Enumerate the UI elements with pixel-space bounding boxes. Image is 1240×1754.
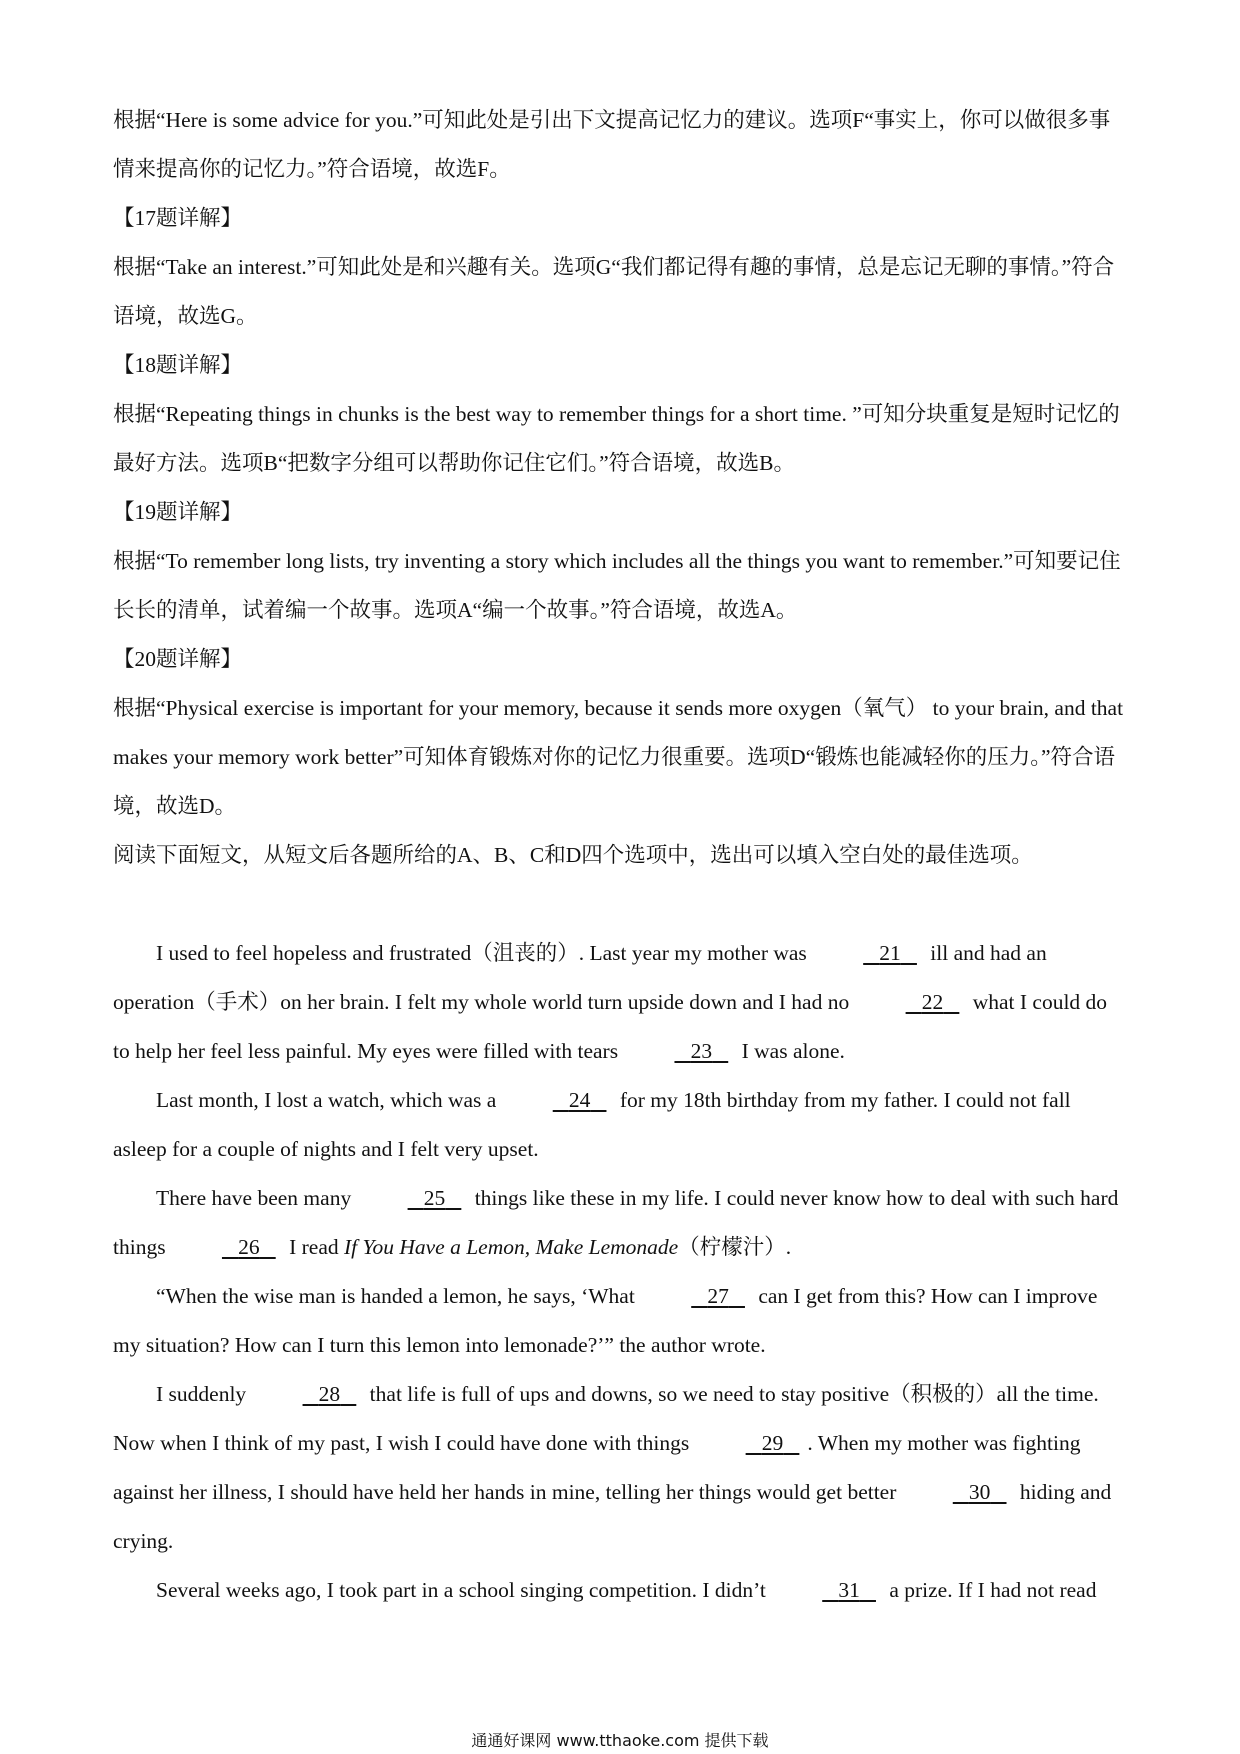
blank-25: 25 bbox=[423, 1186, 446, 1210]
passage-text: can I get from this? How can I improve my situation? How can I turn this lemon into lemonade?’” the author wrote. bbox=[113, 1284, 1098, 1357]
passage-text: that life is full of ups and downs, so we need to stay positive（积极的）all the time. Now when I think of my past, I wish I could have done with things bbox=[113, 1382, 1099, 1455]
document-content bbox=[113, 96, 1128, 1615]
blank-30: 30 bbox=[968, 1480, 991, 1504]
explanation-20: 根据“Physical exercise is important for your memory, because it sends more oxygen（氧气） to your brain, and that makes your memory work better”可知体育锻炼对你的记忆力很重要。选项D“锻炼也能减轻你的压力。”符合语境，故选D。 bbox=[113, 696, 1124, 818]
passage-paragraph-6 bbox=[113, 1566, 1128, 1615]
blank-21: 21 bbox=[879, 941, 901, 965]
passage-text: a prize. If I had not read bbox=[883, 1578, 1097, 1602]
passage-paragraph-3 bbox=[113, 1174, 1128, 1272]
passage-text: things like these in my life. I could never know how to deal with such hard things bbox=[113, 1186, 1119, 1259]
passage-text: I used to feel hopeless and frustrated（沮丧的）. Last year my mother was bbox=[156, 941, 813, 965]
passage-text: ill and had an operation（手术）on her brain. I felt my whole world turn upside down and I had no bbox=[113, 941, 1047, 1014]
heading-18: 【18题详解】 bbox=[113, 353, 243, 377]
explanation-18: 根据“Repeating things in chunks is the best way to remember things for a short time. ”可知分块重复是短时记忆的最好方法。选项B“把数字分组可以帮助你记住它们。”符合语境，故选B。 bbox=[113, 402, 1120, 475]
passage-text: I suddenly bbox=[156, 1382, 252, 1406]
blank-31: 31 bbox=[838, 1578, 860, 1602]
passage-text: “When the wise man is handed a lemon, he says, ‘What bbox=[156, 1284, 641, 1308]
book-title: If You Have a Lemon, Make Lemonade bbox=[343, 1235, 679, 1259]
blank-23: 23 bbox=[690, 1039, 713, 1063]
passage-text: what I could do to help her feel less painful. My eyes were filled with tears bbox=[113, 990, 1108, 1063]
passage-text: Last month, I lost a watch, which was a bbox=[156, 1088, 502, 1112]
blank-26: 26 bbox=[238, 1235, 260, 1259]
passage-text: I was alone. bbox=[736, 1039, 845, 1063]
passage-paragraph-4 bbox=[113, 1272, 1128, 1370]
spacer bbox=[113, 880, 1128, 929]
blank-22: 22 bbox=[921, 990, 944, 1014]
heading-17: 【17题详解】 bbox=[113, 206, 243, 230]
explanation-19: 根据“To remember long lists, try inventing a story which includes all the things you want to remember.”可知要记住长长的清单，试着编一个故事。选项A“编一个故事。”符合语境，故选A。 bbox=[113, 549, 1121, 622]
passage-text: There have been many bbox=[156, 1186, 357, 1210]
passage-text: I read bbox=[283, 1235, 344, 1259]
explanation-16: 根据“Here is some advice for you.”可知此处是引出下文提高记忆力的建议。选项F“事实上，你可以做很多事情来提高你的记忆力。”符合语境，故选F。 bbox=[113, 108, 1111, 181]
passage-text: hiding and crying. bbox=[113, 1480, 1112, 1553]
heading-19: 【19题详解】 bbox=[113, 500, 243, 524]
passage-text: （柠檬汁）. bbox=[678, 1235, 792, 1259]
blank-27: 27 bbox=[707, 1284, 729, 1308]
instruction: 阅读下面短文，从短文后各题所给的A、B、C和D四个选项中，选出可以填入空白处的最佳选项。 bbox=[113, 843, 1033, 867]
passage-text: for my 18th birthday from my father. I could not fall asleep for a couple of nights and I felt very upset. bbox=[113, 1088, 1071, 1161]
passage-paragraph-1 bbox=[113, 929, 1128, 1076]
blank-24: 24 bbox=[568, 1088, 591, 1112]
passage-text: Several weeks ago, I took part in a school singing competition. I didn’t bbox=[156, 1578, 772, 1602]
page-footer: 通通好课网 www.tthaoke.com 提供下载 bbox=[471, 1731, 769, 1750]
blank-29: 29 bbox=[761, 1431, 784, 1455]
explanation-17: 根据“Take an interest.”可知此处是和兴趣有关。选项G“我们都记得有趣的事情，总是忘记无聊的事情。”符合语境，故选G。 bbox=[113, 255, 1115, 328]
passage-paragraph-5 bbox=[113, 1370, 1128, 1566]
blank-28: 28 bbox=[318, 1382, 341, 1406]
passage-text: . When my mother was fighting against her illness, I should have held her hands in mine, telling her things would get better bbox=[113, 1431, 1081, 1504]
passage-paragraph-2 bbox=[113, 1076, 1128, 1174]
heading-20: 【20题详解】 bbox=[113, 647, 243, 671]
